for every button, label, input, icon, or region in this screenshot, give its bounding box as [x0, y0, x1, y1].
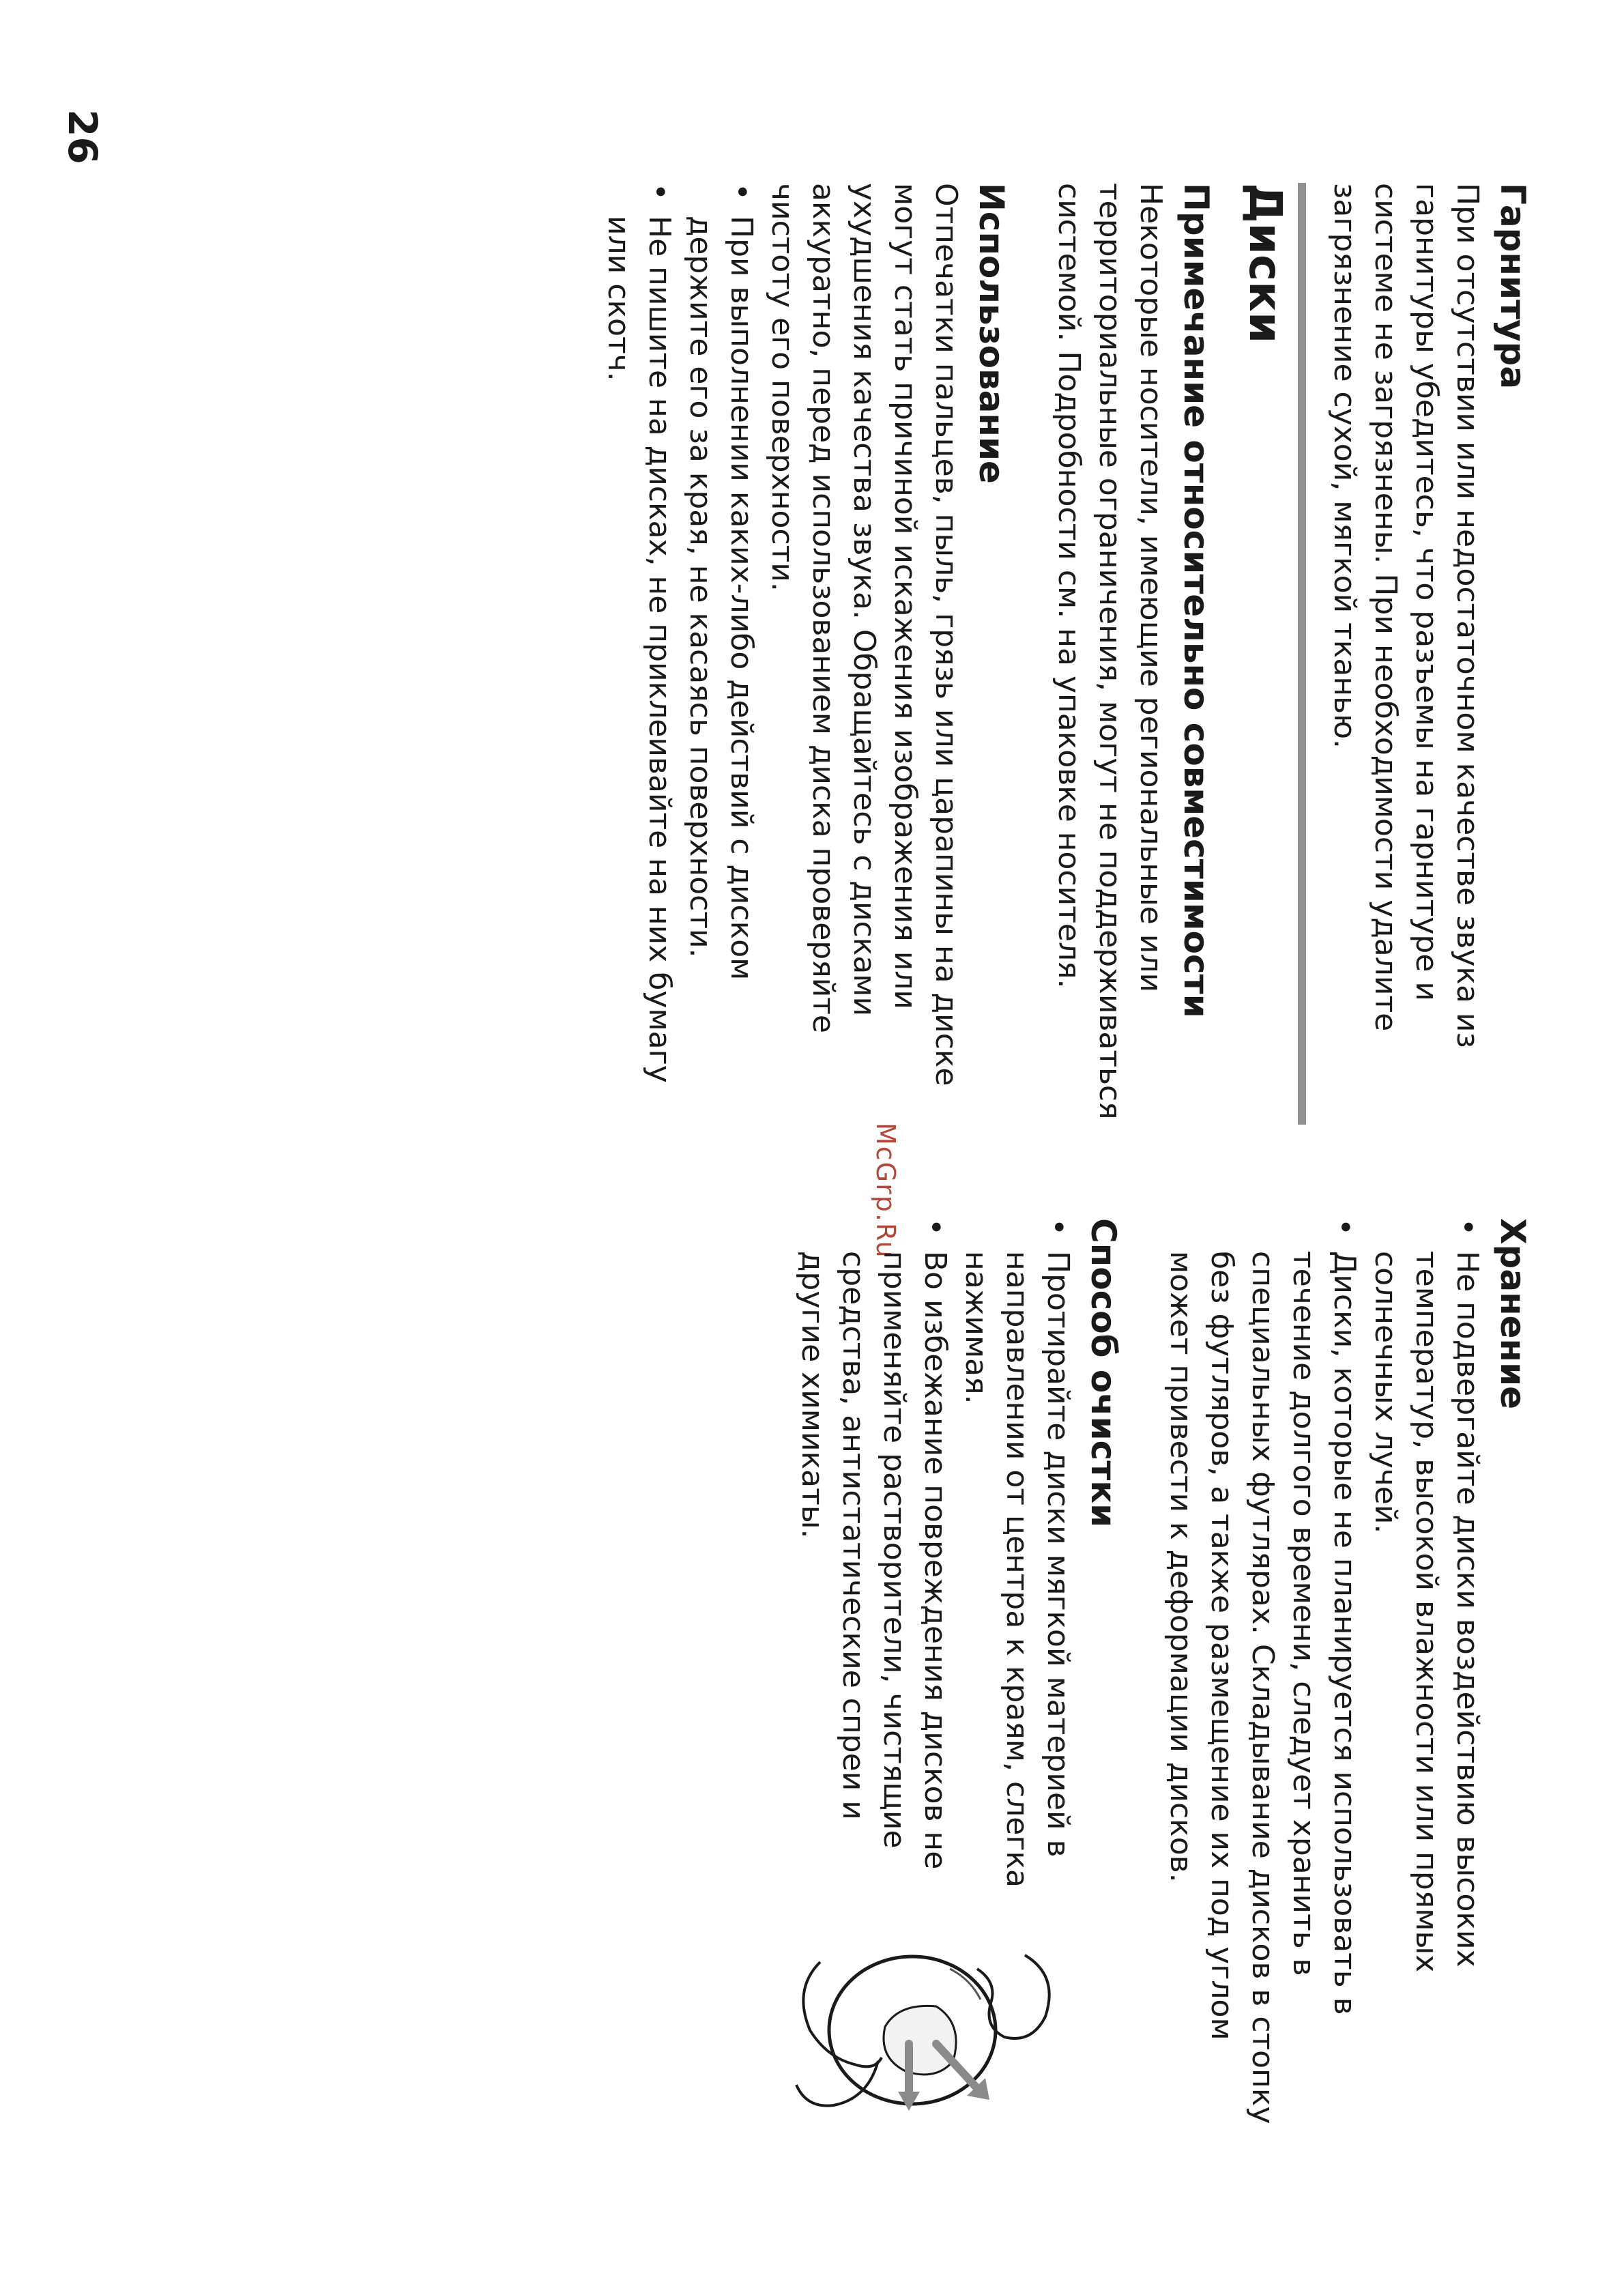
list-item-text: Не пишите на дисках, не приклеивайте на них бумагу или скотч.	[601, 216, 677, 1083]
left-column	[598, 183, 1535, 1125]
cleaning-bullet-list	[792, 1218, 1078, 1921]
bullet-dot: •	[724, 183, 759, 201]
usage-bullet-list	[598, 183, 762, 1125]
discs-title: Диски	[1239, 183, 1292, 344]
usage-title: Использование	[972, 183, 1011, 484]
watermark: McGrp.Ru	[871, 1123, 901, 1259]
list-item	[1365, 1218, 1488, 2133]
disc-cleaning-illustration	[786, 1942, 1073, 2133]
cloth-icon	[884, 2006, 956, 2075]
list-item	[792, 1218, 955, 1921]
list-item-text: При выполнении каких-либо действий с диском держите его за края, не касаясь поверхности.	[683, 216, 759, 981]
cleaning-title: Способ очистки	[1084, 1218, 1123, 1528]
bullet-dot: •	[918, 1218, 953, 1236]
bullet-dot: •	[642, 183, 677, 201]
page-number: 26	[59, 109, 106, 164]
usage-text: Отпечатки пальцев, пыль, грязь или царапины на диске могут стать причиной искажения изображения или ухудшения качества звука. Обращайтесь с дисками аккуратно, перед использованием диска проверяйте чистоту его поверхности.	[765, 183, 963, 1086]
storage-bullet-list	[1160, 1218, 1488, 2133]
bullet-dot: •	[1450, 1218, 1485, 1236]
list-item	[680, 183, 762, 1125]
list-item	[955, 1218, 1078, 1921]
compat-text: Некоторые носители, имеющие региональные или территориальные ограничения, могут не поддерживаться системой. Подробности см. на упаковке носителя.	[1052, 183, 1168, 1120]
bullet-dot: •	[1041, 1218, 1075, 1236]
right-column	[792, 1218, 1535, 2133]
list-item-text: Не подвергайте диски воздействию высоких температур, высокой влажности или прямых солнечных лучей.	[1368, 1251, 1485, 1973]
headset-text: При отсутствии или недостаточном качестве звука из гарнитуры убедитесь, что разъемы на гарнитуре и системе не загрязнены. При необходимости удалите загрязнение сухой, мягкой тканью.	[1327, 183, 1485, 1048]
list-item-text: Протирайте диски мягкой материей в направлении от центра к краям, слегка нажимая.	[959, 1251, 1075, 1888]
storage-title: Хранение	[1493, 1218, 1533, 1410]
list-item-text: Во избежание повреждения дисков не применяйте растворители, чистящие средства, антистатические спреи и другие химикаты.	[795, 1251, 953, 1870]
list-item-text: Диски, которые не планируется использовать в течение долгого времени, следует хранить в специальных футлярах. Складывание дисков в стопку без футляров, а также размещение их под углом может привести к деформации дисков.	[1163, 1251, 1362, 2124]
cleaning-block	[792, 1218, 1078, 2133]
list-item	[598, 183, 680, 1125]
headset-title: Гарнитура	[1493, 183, 1533, 390]
list-item	[1160, 1218, 1365, 2133]
bullet-dot: •	[1327, 1218, 1362, 1236]
compat-title: Примечание относительно совместимости	[1176, 183, 1216, 1018]
discs-section-bar	[1048, 183, 1306, 1125]
